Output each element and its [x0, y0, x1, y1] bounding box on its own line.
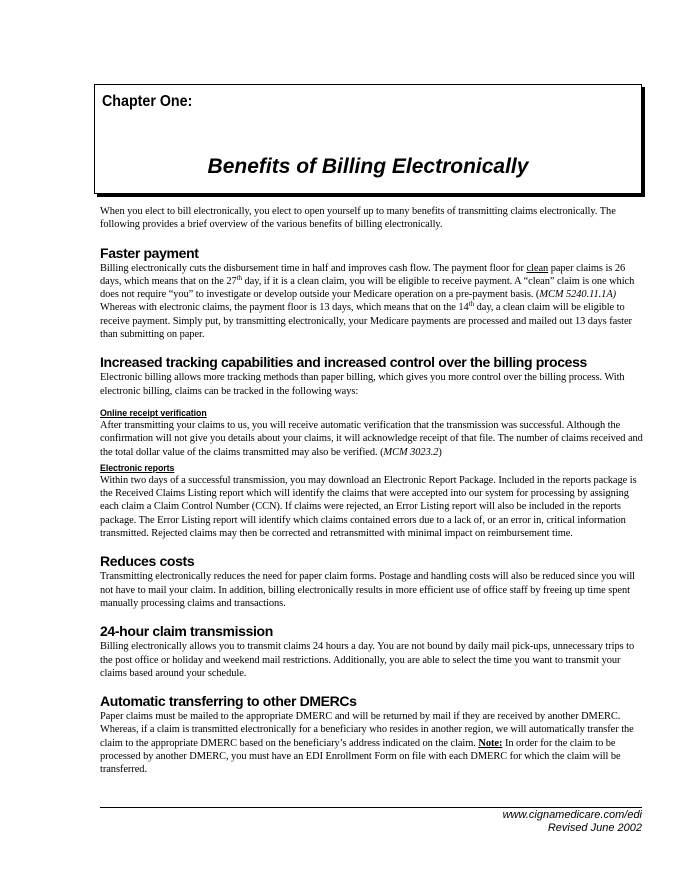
subsection-heading-online-receipt: Online receipt verification — [100, 407, 207, 418]
footer-url[interactable]: www.cignamedicare.com/edi — [502, 809, 642, 821]
section-paragraph: Paper claims must be mailed to the appropriate DMERC and will be returned by mail if they are received by another DMERC. Whereas, if a claim is transmitted electronically for a beneficiary who resides in another region, we will automatically transfer the claim to the appropriate DMERC based on the beneficiary’s address indicated on the claim. Note: In order for the claim to be processed by another DMERC, you must have an EDI Enrollment Form on file with each DMERC for which the claim will be transferred. — [100, 711, 634, 776]
subsection-paragraph: After transmitting your claims to us, you will receive automatic verification that the transmission was successful. Although the confirmation will not give you details about your claims, it will acknowledge receipt of that file. The number of claims received and the total dollar value of the claims transmitted may also be verified. (MCM 3023.2) — [100, 419, 643, 458]
section-heading: Reduces costs — [100, 553, 195, 570]
section-heading: 24-hour claim transmission — [100, 623, 273, 640]
clean-underlined: clean — [526, 262, 549, 274]
chapter-header-box — [94, 84, 642, 194]
chapter-title: Benefits of Billing Electronically — [207, 155, 529, 178]
section-reduces-costs — [100, 553, 646, 610]
footer-rule — [100, 807, 642, 808]
subsection-heading-electronic-reports: Electronic reports — [100, 462, 175, 473]
section-tracking — [100, 354, 646, 540]
footer-revised: Revised June 2002 — [547, 822, 642, 834]
section-heading: Faster payment — [100, 244, 199, 261]
section-paragraph: Transmitting electronically reduces the need for paper claim forms. Postage and handling costs will also be reduced since you will not have to mail your claim. In addition, billing electronically results in more efficient use of office staff by freeing up time spent manually processing claims and transactions. — [100, 571, 636, 609]
section-24-hour — [100, 623, 646, 680]
chapter-label: Chapter One: — [102, 93, 193, 110]
section-paragraph: Billing electronically allows you to transmit claims 24 hours a day. You are not bound by daily mail pick-ups, unnecessary trips to the post office or holiday and weekend mail restrictions. Additionally, you are able to select the time you want to transmit your claims based around your schedule. — [100, 641, 635, 679]
section-dmercs — [100, 693, 646, 776]
document-body — [100, 205, 646, 777]
note-label: Note: — [478, 737, 503, 749]
section-faster-payment — [100, 245, 646, 342]
reference-citation: MCM 3023.2 — [383, 446, 439, 458]
section-heading: Automatic transferring to other DMERCs — [100, 693, 357, 710]
section-heading: Increased tracking capabilities and increased control over the billing process — [100, 354, 587, 371]
section-paragraph: Electronic billing allows more tracking methods than paper billing, which gives you more control over the billing process. With electronic billing, claims can be tracked in the following ways: — [100, 372, 625, 397]
intro-paragraph: When you elect to bill electronically, you elect to open yourself up to many benefits of transmitting claims electronically. The following provides a brief overview of the various benefits of billing electronically. — [100, 206, 616, 231]
section-paragraph: Billing electronically cuts the disbursement time in half and improves cash flow. The payment floor for clean paper claims is 26 days, which means that on the 27th day, if it is a clean claim, you will be eligible to receive payment. A “clean” claim is one which does not require “you” to investigate or develop outside your Medicare operation on a pre-payment basis. (MCM 5240.11.1A) Whereas with electronic claims, the payment floor is 13 days, which means that on the 14th day, a clean claim will be eligible to receive payment. Simply put, by transmitting electronically, your Medicare payments are processed and mailed out 13 days faster than submitting on paper. — [100, 262, 635, 341]
reference-citation: MCM 5240.11.1A) — [539, 289, 617, 301]
subsection-paragraph: Within two days of a successful transmission, you may download an Electronic Report Package. Included in the reports package is the Received Claims Listing report which will identify the claims that were accepted into our system for processing by assigning each claim a Claim Control Number (CCN). If claims were rejected, an Error Listing report will also be included in the reports package. The Error Listing report will identify which claims contained errors due to a lack of, or an error in, critical information transmitted. Rejected claims may then be corrected and retransmitted with minimal impact on reimbursement time. — [100, 474, 637, 540]
page-footer — [503, 809, 642, 835]
